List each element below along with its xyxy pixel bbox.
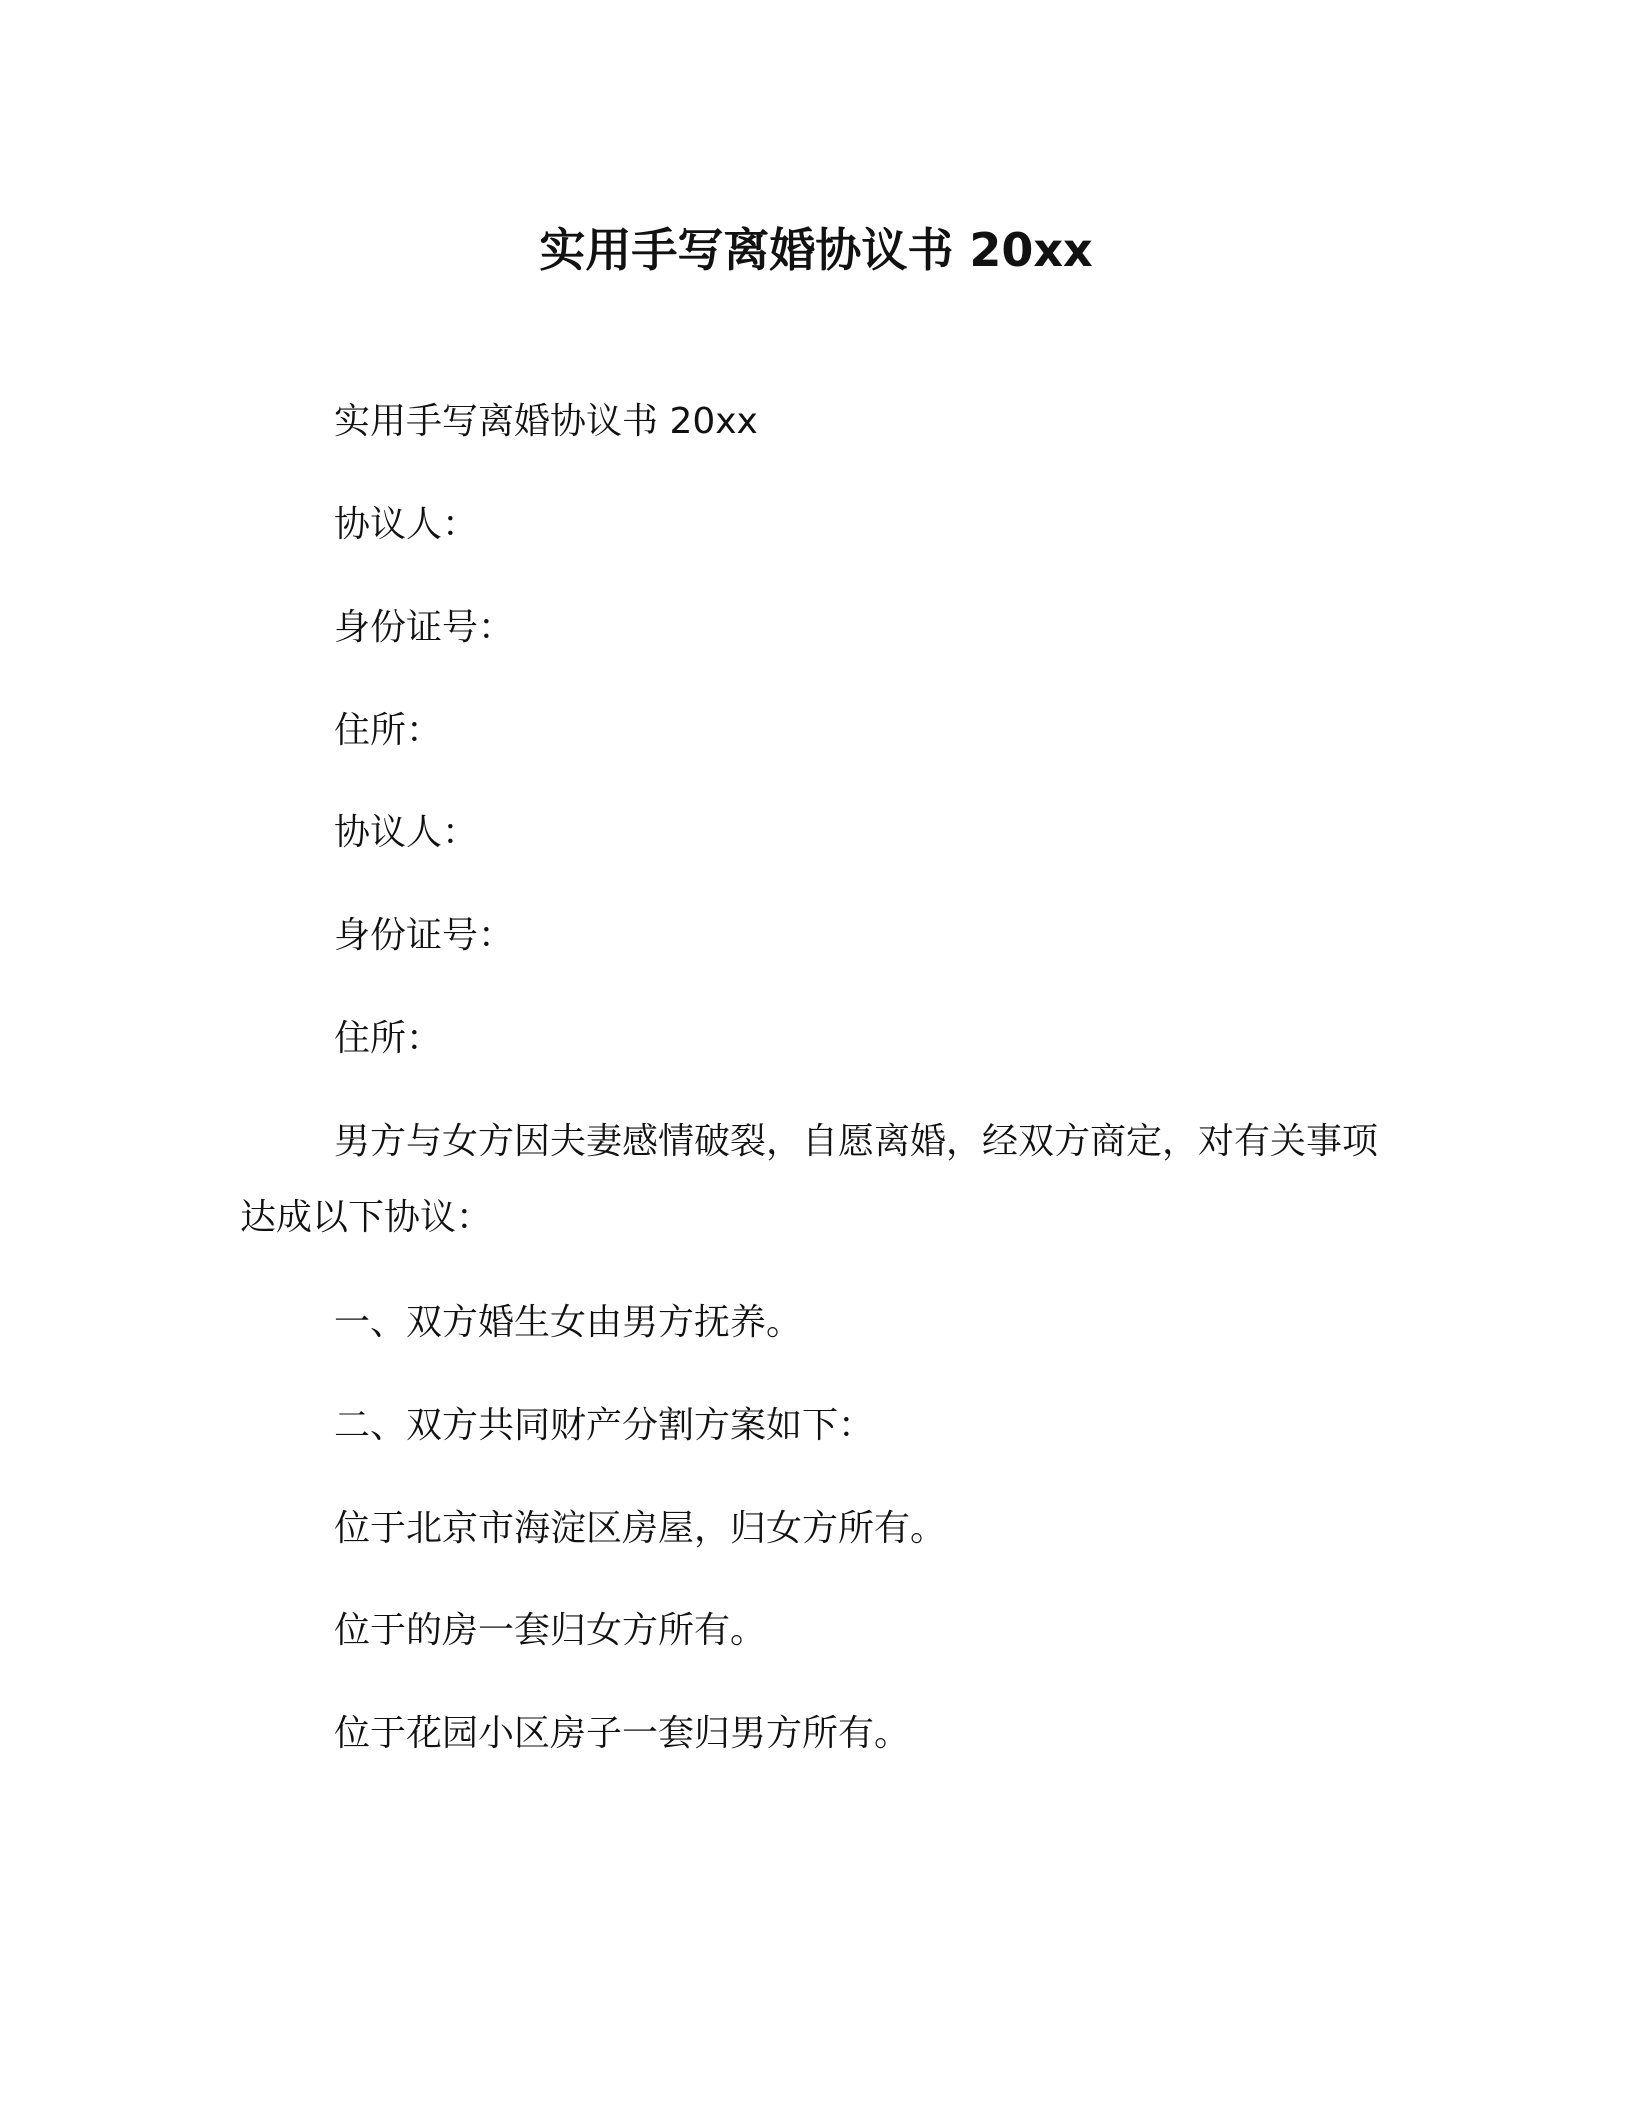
clause-item: 二、双方共同财产分割方案如下：	[334, 1405, 875, 1446]
id-number-label: 身份证号：	[334, 607, 515, 648]
party-label: 协议人：	[334, 812, 479, 853]
subtitle-line: 实用手写离婚协议书 20xx	[334, 401, 758, 442]
document-title: 实用手写离婚协议书 20xx	[539, 223, 1093, 277]
id-number-label: 身份证号：	[334, 915, 515, 956]
address-label: 住所：	[334, 710, 443, 751]
clause-item: 位于花园小区房子一套归男方所有。	[334, 1713, 911, 1754]
address-label: 住所：	[334, 1018, 443, 1059]
intro-paragraph: 男方与女方因夫妻感情破裂，自愿离婚，经双方商定，对有关事项达成以下协议：	[240, 1121, 1379, 1238]
party-label: 协议人：	[334, 504, 479, 545]
clause-item: 位于的房一套归女方所有。	[334, 1610, 767, 1651]
clause-item: 位于北京市海淀区房屋，归女方所有。	[334, 1508, 947, 1549]
clause-item: 一、双方婚生女由男方抚养。	[334, 1302, 803, 1343]
